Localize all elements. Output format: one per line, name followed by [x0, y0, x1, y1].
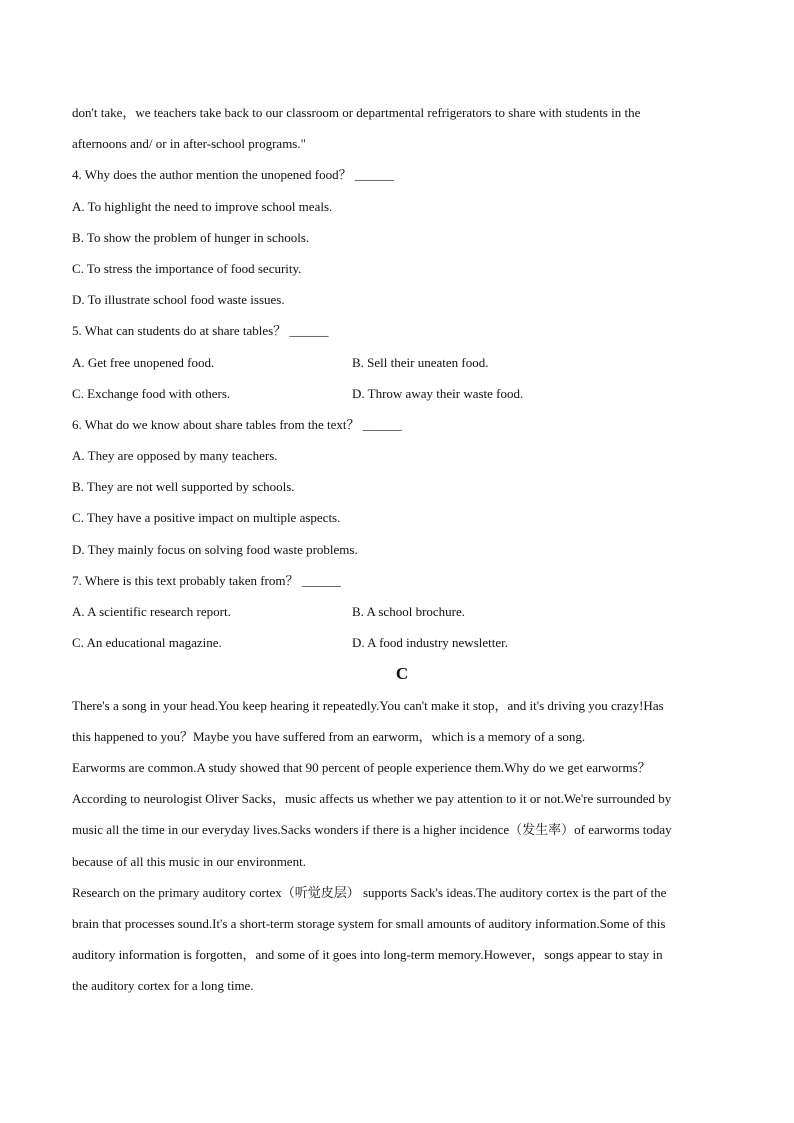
passage-line: because of all this music in our environment. [72, 853, 306, 869]
answer-option: B. They are not well supported by schools. [72, 479, 295, 495]
section-heading: C [395, 664, 409, 684]
answer-option: D. They mainly focus on solving food waste problems. [72, 541, 358, 557]
passage-line: the auditory cortex for a long time. [72, 978, 254, 994]
option-row [72, 627, 732, 658]
answer-option: D. To illustrate school food waste issues. [72, 292, 285, 308]
document-page [72, 97, 732, 1001]
question-stem: 4. Why does the author mention the unopened food？ ______ [72, 167, 394, 183]
option-row [72, 596, 732, 627]
passage-line: auditory information is forgotten，and some of it goes into long-term memory.However，songs appear to stay in [72, 947, 663, 963]
answer-option: A. To highlight the need to improve school meals. [72, 198, 333, 214]
question-stem: 6. What do we know about share tables from the text？ ______ [72, 416, 402, 432]
passage-line: Earworms are common.A study showed that 90 percent of people experience them.Why do we get earworms？ [72, 759, 651, 775]
answer-option: A. They are opposed by many teachers. [72, 448, 278, 464]
passage-line: brain that processes sound.It's a short-term storage system for small amounts of auditory information.Some of this [72, 915, 666, 931]
passage-line: music all the time in our everyday lives.Sacks wonders if there is a higher incidence（发生率）of earworms today [72, 822, 672, 838]
answer-option: D. Throw away their waste food. [352, 385, 524, 401]
passage-line: According to neurologist Oliver Sacks，music affects us whether we pay attention to it or not.We're surrounded by [72, 791, 672, 807]
answer-option: B. A school brochure. [352, 604, 466, 619]
option-row [72, 347, 732, 378]
answer-option: D. A food industry newsletter. [352, 635, 508, 651]
answer-option: C. They have a positive impact on multiple aspects. [72, 510, 341, 526]
passage-line: this happened to you？Maybe you have suffered from an earworm，which is a memory of a song. [72, 728, 586, 744]
intro-line: don't take，we teachers take back to our classroom or departmental refrigerators to share with students in the [72, 105, 641, 120]
answer-option: B. To show the problem of hunger in schools. [72, 229, 310, 245]
passage-line: Research on the primary auditory cortex（听觉皮层） supports Sack's ideas.The auditory cortex is the part of the [72, 884, 667, 900]
option-row [72, 378, 732, 409]
answer-option: A. A scientific research report. [72, 604, 231, 619]
question-stem: 5. What can students do at share tables？ ______ [72, 323, 329, 339]
answer-option: C. Exchange food with others. [72, 385, 231, 401]
answer-option: A. Get free unopened food. [72, 354, 215, 370]
answer-option: C. To stress the importance of food security. [72, 260, 302, 276]
passage-line: There's a song in your head.You keep hearing it repeatedly.You can't make it stop，and it's driving you crazy!Has [72, 697, 664, 713]
intro-line: afternoons and/ or in after-school programs." [72, 136, 306, 152]
answer-option: C. An educational magazine. [72, 635, 222, 651]
question-stem: 7. Where is this text probably taken from？ ______ [72, 572, 341, 588]
answer-option: B. Sell their uneaten food. [352, 354, 489, 370]
